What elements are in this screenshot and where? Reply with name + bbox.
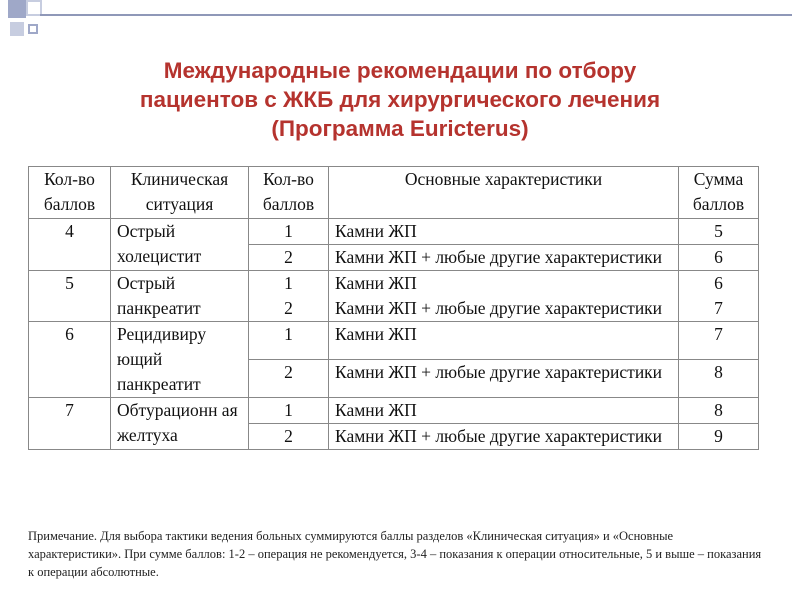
row-points: 1 xyxy=(249,322,329,360)
row-points: 1 xyxy=(249,398,329,424)
group-points: 5 xyxy=(29,271,111,322)
row-characteristic: Камни ЖП + любые другие характеристики xyxy=(329,360,679,398)
row-points: 1 xyxy=(249,219,329,245)
euricterus-table xyxy=(28,166,759,450)
group-situation: Обтурационн ая желтуха xyxy=(111,398,249,450)
row-sum: 8 xyxy=(679,398,759,424)
row-sum: 8 xyxy=(679,360,759,398)
row-points: 1 2 xyxy=(249,271,329,322)
decor-square-small xyxy=(10,22,24,36)
table-row xyxy=(29,271,759,322)
row-sum: 6 7 xyxy=(679,271,759,322)
footnote: Примечание. Для выбора тактики ведения больных суммируются баллы разделов «Клиническая ситуация» и «Основные характеристики». При сумме баллов: 1-2 – операция не рекомендуется, 3-4 – показания к операции относительные, 5 и выше – показания к операции абсолютные. xyxy=(28,529,762,579)
header-clinical-situation: Клиническая ситуация xyxy=(111,167,249,219)
group-points: 6 xyxy=(29,322,111,398)
header-sum: Сумма баллов xyxy=(679,167,759,219)
title-line-3: (Программа Euricterus) xyxy=(271,116,529,141)
row-characteristic: Камни ЖП xyxy=(329,219,679,245)
header-points: Кол-во баллов xyxy=(29,167,111,219)
group-points: 4 xyxy=(29,219,111,271)
decor-square-large xyxy=(8,0,26,18)
slide-title xyxy=(60,56,740,143)
title-line-1: Международные рекомендации по отбору xyxy=(163,58,637,83)
row-points: 2 xyxy=(249,424,329,450)
decor-top-line xyxy=(40,14,792,16)
header-characteristics: Основные характеристики xyxy=(329,167,679,219)
row-sum: 9 xyxy=(679,424,759,450)
row-characteristic: Камни ЖП + любые другие характеристики xyxy=(329,424,679,450)
row-characteristic: Камни ЖП + любые другие характеристики xyxy=(329,245,679,271)
decor-square-tiny xyxy=(28,24,38,34)
group-situation: Рецидивиру ющий панкреатит xyxy=(111,322,249,398)
table-row xyxy=(29,219,759,245)
row-sum: 7 xyxy=(679,322,759,360)
group-points: 7 xyxy=(29,398,111,450)
group-situation: Острый холецистит xyxy=(111,219,249,271)
group-situation: Острый панкреатит xyxy=(111,271,249,322)
table-row xyxy=(29,322,759,360)
row-sum: 5 xyxy=(679,219,759,245)
table-header-row xyxy=(29,167,759,219)
header-points-2: Кол-во баллов xyxy=(249,167,329,219)
row-points: 2 xyxy=(249,245,329,271)
row-characteristic: Камни ЖП Камни ЖП + любые другие характеристики xyxy=(329,271,679,322)
row-characteristic: Камни ЖП xyxy=(329,398,679,424)
row-characteristic: Камни ЖП xyxy=(329,322,679,360)
title-line-2: пациентов с ЖКБ для хирургического лечения xyxy=(139,87,661,112)
row-sum: 6 xyxy=(679,245,759,271)
row-points: 2 xyxy=(249,360,329,398)
table-row xyxy=(29,398,759,424)
